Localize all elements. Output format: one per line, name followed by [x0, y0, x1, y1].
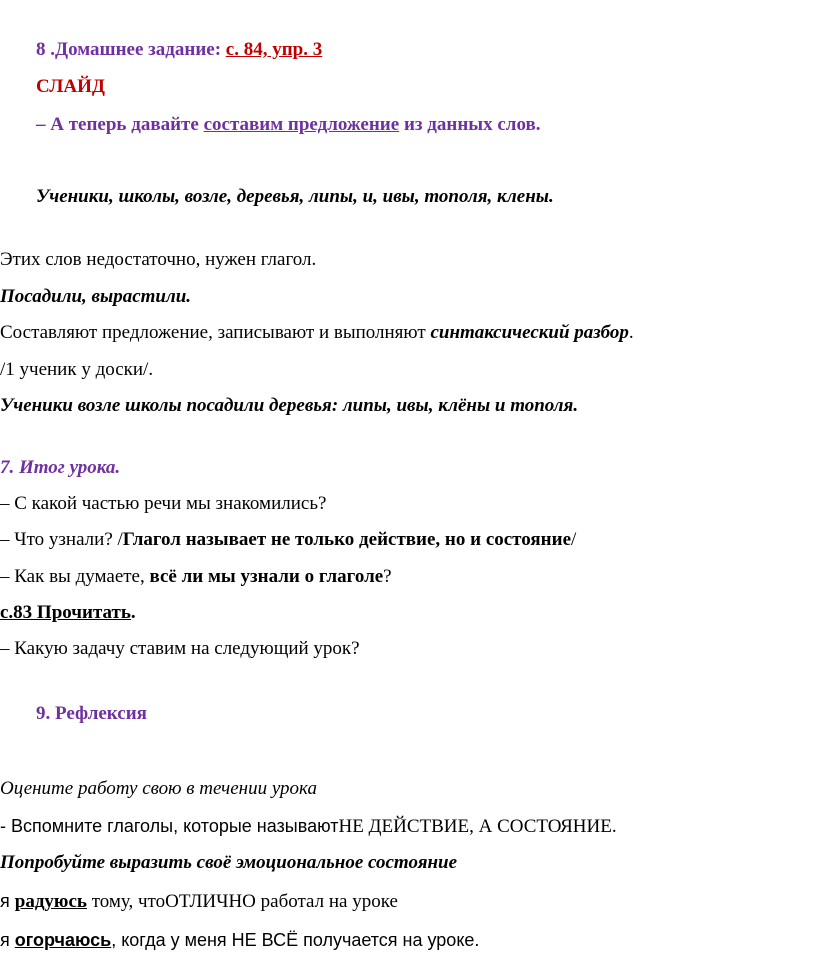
not-enough-text: Этих слов недостаточно, нужен глагол. — [0, 249, 317, 270]
task-prefix: – А теперь давайте — [36, 114, 204, 135]
question-2-bold: Глагол называет не только действие, но и состояние — [122, 529, 572, 550]
happy-underlined: радуюсь — [14, 891, 87, 912]
happy-caps: ОТЛИЧНО — [165, 891, 256, 912]
question-2 — [0, 528, 576, 552]
question-4: – Какую задачу ставим на следующий урок? — [0, 638, 360, 659]
recall-prefix: - Вспомните глаголы, которые называют — [0, 816, 339, 836]
happy-ya: я — [0, 891, 15, 911]
summary-heading: 7. Итог урока. — [0, 457, 121, 478]
compose-suffix: . — [628, 322, 634, 343]
question-1: – С какой частью речи мы знакомились? — [0, 493, 327, 514]
recall-caps: НЕ ДЕЙСТВИЕ, А СОСТОЯНИЕ — [338, 816, 612, 837]
read-line — [0, 601, 136, 625]
homework-label: 8 .Домашнее задание: — [36, 39, 226, 60]
task-suffix: из данных слов. — [399, 114, 541, 135]
happy-line — [0, 889, 398, 914]
read-suffix: . — [130, 602, 136, 623]
question-3-suffix: ? — [383, 566, 392, 587]
evaluate-text: Оцените работу свою в течении урока — [0, 778, 317, 799]
compose-prefix: Составляют предложение, записывают и выполняют — [0, 322, 431, 343]
compose-line — [0, 321, 634, 345]
compose-bold: синтаксический разбор — [430, 322, 629, 343]
sad-underlined: огорчаюсь — [14, 930, 112, 950]
homework-reference: с. 84, упр. 3 — [225, 39, 323, 60]
recall-line — [0, 814, 617, 839]
happy-suffix: работал на уроке — [255, 891, 398, 912]
question-2-suffix: / — [571, 529, 577, 550]
recall-suffix: . — [611, 816, 617, 837]
sad-line — [0, 928, 479, 952]
slide-label: СЛАЙД — [36, 76, 105, 97]
question-3 — [0, 565, 392, 589]
sentence-text: Ученики возле школы посадили деревья: липы, ивы, клёны и тополя. — [0, 395, 579, 416]
task-line — [36, 113, 541, 137]
read-underlined: с.83 Прочитать — [0, 602, 131, 623]
word-list: Ученики, школы, возле, деревья, липы, и, ивы, тополя, клены. — [36, 186, 554, 207]
reflection-heading: 9. Рефлексия — [36, 703, 147, 724]
task-underlined: составим предложение — [203, 114, 400, 135]
sad-ya: я — [0, 930, 15, 950]
happy-middle: тому, что — [86, 891, 166, 912]
sad-suffix: , когда у меня НЕ ВСЁ получается на уроке. — [111, 930, 480, 950]
verbs-text: Посадили, вырастили. — [0, 286, 192, 307]
question-3-bold: всё ли мы узнали о глаголе — [149, 566, 384, 587]
express-text: Попробуйте выразить своё эмоциональное состояние — [0, 852, 458, 873]
question-3-prefix: – Как вы думаете, — [0, 566, 150, 587]
board-text: /1 ученик у доски/. — [0, 359, 154, 380]
question-2-prefix: – Что узнали? / — [0, 529, 123, 550]
homework-line — [36, 38, 322, 62]
